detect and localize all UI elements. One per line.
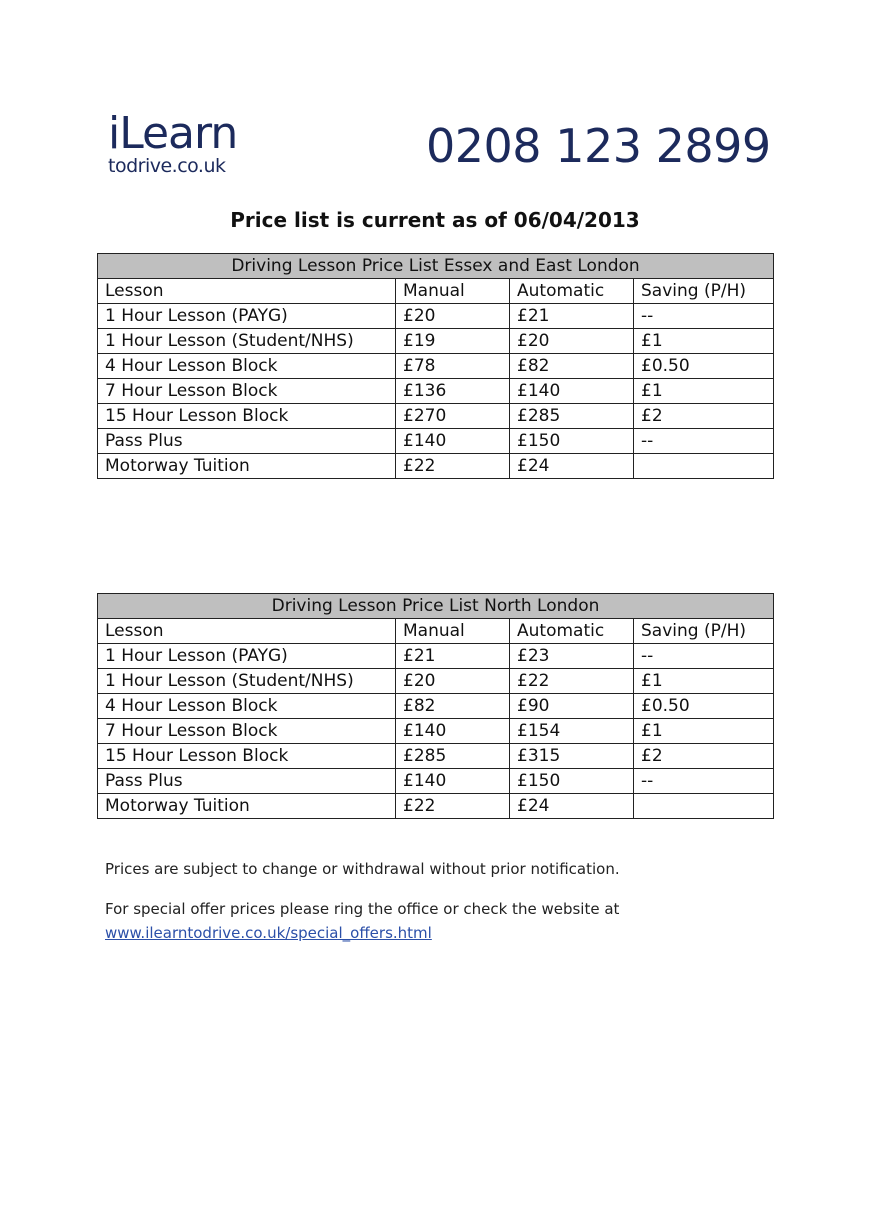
table-row: [98, 454, 774, 479]
table-header-row: [98, 279, 774, 304]
table-cell: £2: [634, 404, 774, 429]
table-row: [98, 429, 774, 454]
table-row: [98, 719, 774, 744]
table-cell: £0.50: [634, 694, 774, 719]
table-cell: 1 Hour Lesson (PAYG): [98, 304, 396, 329]
price-change-note: Prices are subject to change or withdrawal without prior notification.: [105, 860, 620, 878]
table-cell: Pass Plus: [98, 769, 396, 794]
table-cell: --: [634, 304, 774, 329]
table-cell: 15 Hour Lesson Block: [98, 404, 396, 429]
column-header: Lesson: [98, 619, 396, 644]
table-cell: 7 Hour Lesson Block: [98, 719, 396, 744]
table-cell: £140: [396, 769, 510, 794]
table-cell: £20: [510, 329, 634, 354]
table-cell: £2: [634, 744, 774, 769]
table-cell: Motorway Tuition: [98, 794, 396, 819]
special-offer-note: For special offer prices please ring the office or check the website at: [105, 900, 620, 918]
table-row: [98, 379, 774, 404]
table-cell: £270: [396, 404, 510, 429]
table-cell: £20: [396, 304, 510, 329]
column-header: Manual: [396, 619, 510, 644]
table-cell: 1 Hour Lesson (PAYG): [98, 644, 396, 669]
column-header: Saving (P/H): [634, 279, 774, 304]
table-cell: £1: [634, 669, 774, 694]
table-cell: 1 Hour Lesson (Student/NHS): [98, 329, 396, 354]
page-title: Price list is current as of 06/04/2013: [230, 208, 640, 232]
column-header: Manual: [396, 279, 510, 304]
table-cell: £20: [396, 669, 510, 694]
table-cell: £140: [396, 429, 510, 454]
logo: [108, 108, 238, 177]
special-offers-link[interactable]: www.ilearntodrive.co.uk/special_offers.html: [105, 924, 432, 942]
table-cell: £82: [396, 694, 510, 719]
table-cell: £23: [510, 644, 634, 669]
table-row: [98, 744, 774, 769]
table-title: Driving Lesson Price List North London: [98, 594, 774, 619]
table-cell: 4 Hour Lesson Block: [98, 354, 396, 379]
table-row: [98, 404, 774, 429]
table-cell: --: [634, 644, 774, 669]
table-title: Driving Lesson Price List Essex and East London: [98, 254, 774, 279]
table-cell: 4 Hour Lesson Block: [98, 694, 396, 719]
table-cell: £1: [634, 329, 774, 354]
table-cell: £285: [510, 404, 634, 429]
price-table-essex-east-london: [97, 253, 774, 479]
price-table-north-london: [97, 593, 774, 819]
table-cell: £136: [396, 379, 510, 404]
table-cell: Pass Plus: [98, 429, 396, 454]
table-cell: £140: [510, 379, 634, 404]
logo-main-text: iLearn: [108, 108, 238, 159]
column-header: Saving (P/H): [634, 619, 774, 644]
table-cell: £24: [510, 794, 634, 819]
table-cell: £22: [510, 669, 634, 694]
table-row: [98, 354, 774, 379]
table-cell: 7 Hour Lesson Block: [98, 379, 396, 404]
table-row: [98, 644, 774, 669]
table-row: [98, 669, 774, 694]
table-row: [98, 329, 774, 354]
table-cell: £90: [510, 694, 634, 719]
table-cell: £1: [634, 379, 774, 404]
table-cell: £22: [396, 454, 510, 479]
column-header: Automatic: [510, 619, 634, 644]
table-cell: [634, 454, 774, 479]
table-cell: £21: [396, 644, 510, 669]
table-cell: [634, 794, 774, 819]
table-row: [98, 694, 774, 719]
table-cell: £19: [396, 329, 510, 354]
table-cell: £150: [510, 769, 634, 794]
table-cell: £24: [510, 454, 634, 479]
logo-sub-text: todrive.co.uk: [108, 155, 226, 177]
table-cell: £21: [510, 304, 634, 329]
table-row: [98, 794, 774, 819]
table-row: [98, 304, 774, 329]
table-cell: 1 Hour Lesson (Student/NHS): [98, 669, 396, 694]
table-cell: £154: [510, 719, 634, 744]
table-cell: £1: [634, 719, 774, 744]
table-header-row: [98, 619, 774, 644]
table-cell: £22: [396, 794, 510, 819]
table-cell: Motorway Tuition: [98, 454, 396, 479]
table-cell: £150: [510, 429, 634, 454]
table-cell: £82: [510, 354, 634, 379]
column-header: Lesson: [98, 279, 396, 304]
table-row: [98, 769, 774, 794]
table-cell: £285: [396, 744, 510, 769]
table-cell: £140: [396, 719, 510, 744]
table-cell: £78: [396, 354, 510, 379]
table-cell: 15 Hour Lesson Block: [98, 744, 396, 769]
table-cell: --: [634, 769, 774, 794]
column-header: Automatic: [510, 279, 634, 304]
phone-number: 0208 123 2899: [426, 119, 771, 173]
table-cell: £315: [510, 744, 634, 769]
table-cell: --: [634, 429, 774, 454]
table-cell: £0.50: [634, 354, 774, 379]
